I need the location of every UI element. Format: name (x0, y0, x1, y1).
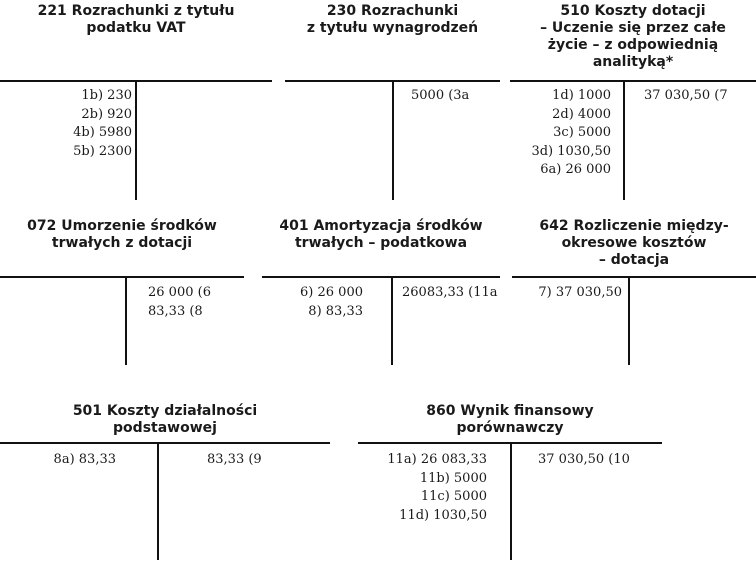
t-account-rule (0, 276, 244, 278)
t-account (510, 0, 756, 200)
entry: 83,33 (8 (148, 303, 203, 319)
debit-entries (531, 87, 611, 180)
entry: 37 030,50 (7 (644, 88, 728, 103)
credit-entries (148, 284, 211, 321)
entry: 11a) 26 083,33 (387, 452, 487, 467)
t-account (0, 400, 330, 560)
t-account-divider (392, 80, 394, 200)
entry: 6) 26 000 (300, 285, 363, 300)
t-account-divider (623, 80, 625, 200)
t-account-divider (135, 80, 137, 200)
t-account-divider (628, 276, 630, 365)
account-title: 072 Umorzenie środków trwałych z dotacji (27, 218, 217, 251)
debit-entries (300, 284, 363, 321)
entry: 26 000 (6 (148, 285, 211, 300)
credit-entries (538, 451, 630, 470)
entry: 11d) 1030,50 (399, 507, 487, 523)
debit-entries (54, 451, 116, 470)
t-account (0, 0, 272, 200)
debit-entries (73, 87, 132, 161)
credit-entries (644, 87, 728, 106)
credit-entries (411, 87, 469, 106)
entry: 8) 83,33 (308, 303, 363, 319)
entry: 7) 37 030,50 (538, 285, 622, 300)
account-title: 230 Rozrachunki z tytułu wynagrodzeń (306, 3, 479, 36)
entry: 83,33 (9 (207, 452, 262, 467)
t-account-divider (125, 276, 127, 365)
entry: 1d) 1000 (552, 88, 611, 103)
entry: 11c) 5000 (420, 489, 487, 504)
account-title: 221 Rozrachunki z tytułu podatku VAT (37, 3, 235, 36)
account-title: 401 Amortyzacja środków trwałych – podatkowa (279, 218, 483, 251)
t-account-rule (512, 276, 756, 278)
entry: 8a) 83,33 (53, 452, 116, 467)
account-title: 860 Wynik finansowy porównawczy (426, 403, 594, 436)
t-account-divider (391, 276, 393, 365)
entry: 1b) 230 (81, 88, 132, 103)
entry: 37 030,50 (10 (538, 452, 630, 467)
entry: 3c) 5000 (553, 125, 611, 140)
entry: 5b) 2300 (73, 143, 132, 159)
entry: 11b) 5000 (419, 470, 487, 486)
t-account-divider (157, 442, 159, 560)
t-account-divider (510, 442, 512, 560)
account-title: 501 Koszty działalności podstawowej (72, 403, 258, 436)
t-account (358, 400, 662, 560)
t-account (262, 215, 500, 365)
debit-entries (538, 284, 622, 303)
t-account-rule (0, 442, 330, 444)
t-account-rule (510, 80, 756, 82)
entry: 6a) 26 000 (540, 162, 611, 177)
credit-entries (402, 284, 498, 303)
entry: 4b) 5980 (73, 125, 132, 140)
entry: 5000 (3a (411, 88, 470, 103)
account-title: 510 Koszty dotacji – Uczenie się przez całe życie – z odpowiednią analityką* (540, 3, 726, 70)
t-account (0, 215, 244, 365)
entry: 2b) 920 (81, 106, 132, 122)
credit-entries (207, 451, 262, 470)
t-account-rule (262, 276, 500, 278)
entry: 3d) 1030,50 (531, 143, 611, 159)
entry: 2d) 4000 (552, 106, 611, 122)
debit-entries (387, 451, 487, 525)
t-account (285, 0, 500, 200)
t-account (512, 215, 756, 365)
account-title: 642 Rozliczenie między- okresowe kosztów – dotacja (539, 218, 729, 268)
entry: 26083,33 (11a (402, 285, 498, 300)
